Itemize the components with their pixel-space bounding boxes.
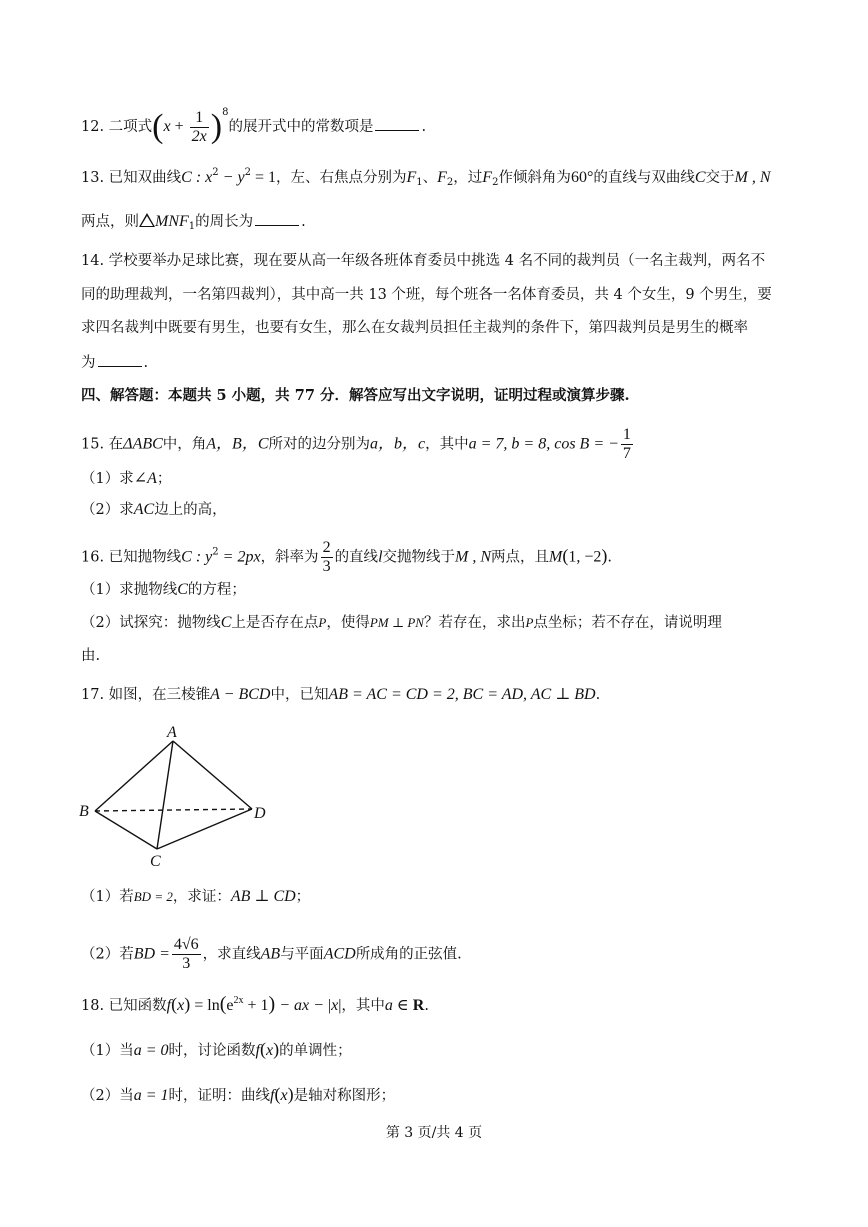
question-15-part-2: （2）求AC边上的高， — [81, 501, 227, 518]
vertex-b-label: B — [79, 803, 89, 820]
question-18: 18. 已知函数$f(x) = \ln(e^{2x} + 1)$ − ax − |x|，其中a ∈ R. — [81, 993, 429, 1015]
edge-ad — [173, 741, 252, 809]
vertex-d-label: D — [254, 805, 266, 822]
tetrahedron-figure — [70, 720, 280, 870]
question-17-part-2: （2）若BD = $\frac{4√6}{3}$ ，求直线AB与平面ACD所成角的正弦值. — [81, 936, 462, 972]
edge-ab — [95, 741, 173, 811]
fraction: $\frac{1}{2x}$ — [191, 108, 207, 145]
answer-blank[interactable] — [98, 352, 142, 367]
question-13-line-2: 两点，则 $MNF_1$的周长为 . — [81, 213, 306, 232]
question-16-part-2-cont: 由. — [81, 648, 101, 664]
question-18-part-1: （1）当a = 0时，讨论函数f(x)的单调性； — [81, 1039, 352, 1059]
edge-bd-hidden — [95, 809, 252, 811]
edge-bc — [95, 811, 157, 849]
question-17-part-1: （1）若BD = 2，求证：AB ⊥ CD； — [81, 888, 311, 905]
question-18-part-2: （2）当a = 1时，证明：曲线f(x)是轴对称图形； — [81, 1084, 396, 1104]
question-17: 17. 如图，在三棱锥A − BCD中，已知AB = AC = CD = 2, BC = AD, AC ⊥ BD. — [81, 686, 601, 703]
vertex-c-label: C — [150, 853, 161, 870]
fraction: $\frac{2}{3}$ — [322, 539, 331, 575]
edge-cd — [157, 809, 252, 849]
edge-ac — [157, 741, 173, 849]
answer-blank[interactable] — [255, 211, 299, 226]
vertex-a-label: A — [167, 724, 177, 741]
page-footer: 第 3 页/共 4 页 — [385, 1125, 483, 1141]
section-heading: 四、解答题：本题共 5 小题，共 77 分．解答应写出文字说明，证明过程或演算步骤. — [81, 387, 630, 404]
question-15-part-1: （1）求∠A； — [81, 470, 172, 487]
triangle-symbol — [139, 213, 155, 227]
answer-blank[interactable] — [375, 116, 419, 131]
fraction: $\frac{1}{7}$ — [622, 426, 631, 462]
question-14-line-4: 为 . — [81, 352, 798, 373]
question-14-line-1: 14. 学校要举办足球比赛，现在要从高一年级各班体育委员中挑选 4 名不同的裁判员（一名主裁判，两名不 — [81, 253, 766, 269]
fraction: $\frac{4√6}{3}$ — [173, 936, 199, 972]
question-12: 12. 二项式(x + $\frac{1}{2x}$ )$^8$的展开式中的常数项是 . — [81, 107, 427, 145]
question-14-line-2: 同的助理裁判，一名第四裁判），其中高一共 13 个班，每个班各一名体育委员，共 4 个女生，9 个男生，要 — [81, 287, 772, 303]
question-13: 13. 已知双曲线C : $x^2 - y^2 = 1$，左、右焦点分别为$F_1$、$F_2$，过$F_2$作倾斜角为60°的直线与双曲线C交于M , N — [81, 167, 771, 188]
question-16: 16. 已知抛物线C : $y^2 = 2px$，斜率为 $\frac{2}{3}$ 的直线l交抛物线于M , N两点，且M(1, −2). — [81, 539, 612, 575]
question-14-line-3: 求四名裁判中既要有男生，也要有女生，那么在女裁判员担任主裁判的条件下，第四裁判员是男生的概率 — [81, 320, 748, 336]
question-16-part-2: （2）试探究：抛物线C上是否存在点P，使得PM ⊥ PN？若存在，求出P点坐标；若不存在，请说明理 — [81, 614, 722, 631]
question-16-part-1: （1）求抛物线C的方程； — [81, 581, 246, 598]
question-15: 15. 在ΔABC中，角A，B，C所对的边分别为a，b，c，其中a = 7, b = 8, cos B = − $\frac{1}{7}$ — [81, 426, 631, 462]
